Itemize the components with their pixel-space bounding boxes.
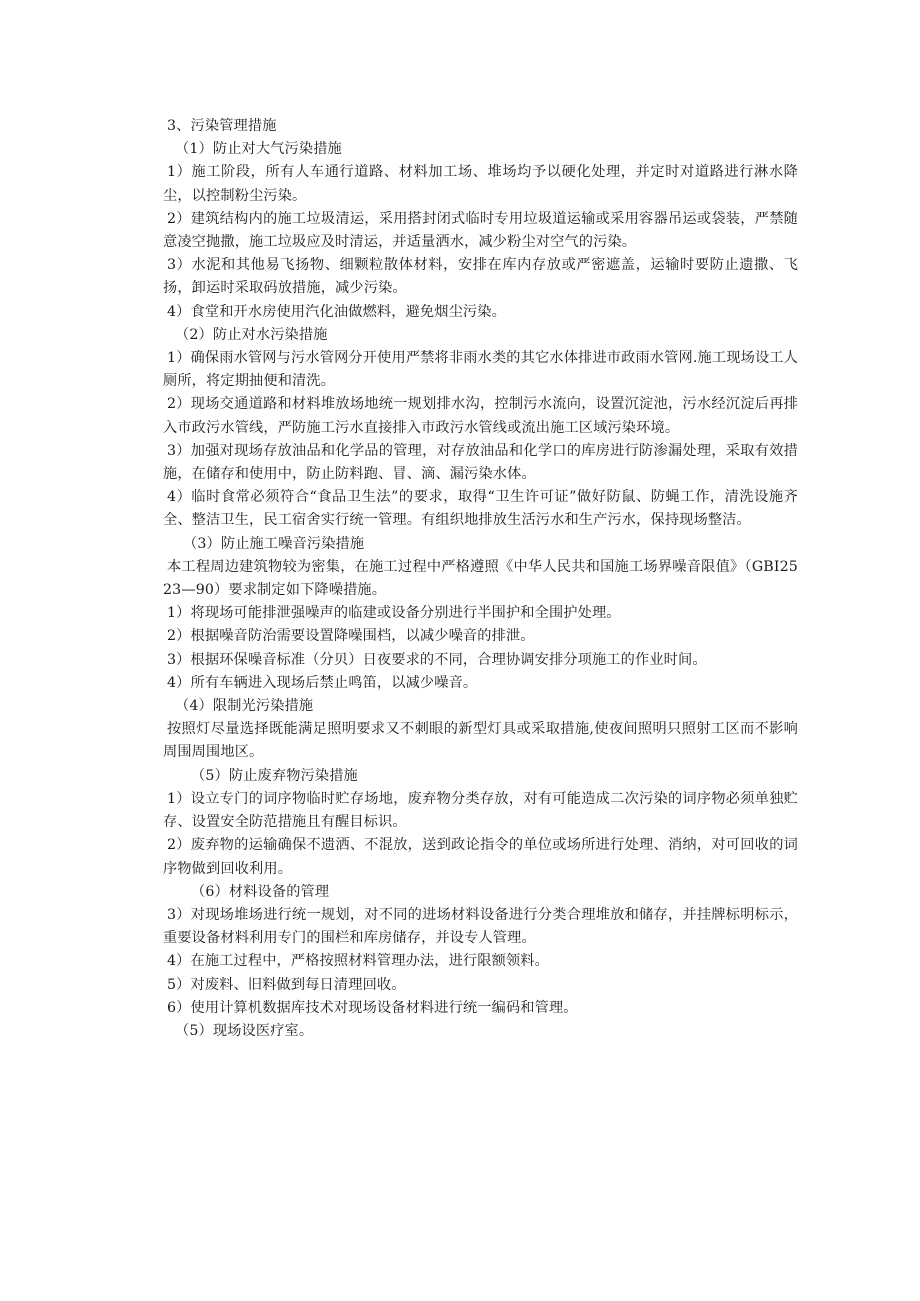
document-body bbox=[163, 115, 798, 1043]
paragraph: （4）限制光污染措施 bbox=[175, 698, 314, 715]
paragraph: 本工程周边建筑物较为密集，在施工过程中严格遵照《中华人民共和国施工场界噪音限值》（GBI2523—90）要求制定如下降噪措施。 bbox=[163, 558, 798, 599]
paragraph: 1）设立专门的词序物临时贮存场地，废弃物分类存放，对有可能造成二次污染的词序物必须单独贮存、设置安全防范措施且有醒目标识。 bbox=[163, 790, 798, 831]
paragraph: 4）食堂和开水房使用汽化油做燃料，避免烟尘污染。 bbox=[167, 303, 506, 320]
paragraph: 6）使用计算机数据库技术对现场设备材料进行统一编码和管理。 bbox=[167, 999, 578, 1016]
paragraph: 2）根据噪音防治需要设置降噪围档，以减少噪音的排泄。 bbox=[167, 628, 535, 645]
paragraph: （1）防止对大气污染措施 bbox=[175, 141, 342, 158]
paragraph: 4）在施工过程中，严格按照材料管理办法，进行限额领料。 bbox=[167, 953, 549, 970]
paragraph: （5）现场设医疗室。 bbox=[175, 1022, 314, 1039]
paragraph: 3）对现场堆场进行统一规划，对不同的进场材料设备进行分类合理堆放和储存，并挂牌标明标示，重要设备材料利用专门的围栏和库房储存，并设专人管理。 bbox=[163, 906, 798, 947]
paragraph: 1）确保雨水管网与污水管网分开使用严禁将非雨水类的其它水体排进市政雨水管网.施工现场设工人厕所，将定期抽便和清洗。 bbox=[163, 350, 798, 390]
paragraph: 4）临时食常必须符合“食品卫生法”的要求，取得“卫生许可证”做好防鼠、防蝇工作，清洗设施齐全、整洁卫生，民工宿舍实行统一管理。有组织地排放生活污水和生产污水，保持现场整洁。 bbox=[163, 489, 798, 529]
paragraph: 3、污染管理措施 bbox=[167, 118, 277, 134]
paragraph: 3）根据环保噪音标准（分贝）日夜要求的不同，合理协调安排分项施工的作业时间。 bbox=[167, 651, 707, 668]
paragraph: 3）水泥和其他易飞扬物、细颗粒散体材料，安排在库内存放或严密遮盖，运输时要防止遗撒、飞扬，卸运时采取码放措施，减少污染。 bbox=[163, 257, 798, 297]
paragraph: （6）材料设备的管理 bbox=[191, 883, 330, 900]
paragraph: 3）加强对现场存放油品和化学品的管理，对存放油品和化学口的库房进行防渗漏处理，采取有效措施，在储存和使用中，防止防料跑、冒、滴、漏污染水体。 bbox=[163, 442, 798, 483]
paragraph: 1）将现场可能排泄强噪声的临建或设备分别进行半围护和全围护处理。 bbox=[167, 605, 621, 622]
paragraph: （5）防止废弃物污染措施 bbox=[191, 767, 358, 784]
paragraph: 2）建筑结构内的施工垃圾清运，采用搭封闭式临时专用垃圾道运输或采用容器吊运或袋装，严禁随意凌空抛撒，施工垃圾应及时清运，并适量洒水，减少粉尘对空气的污染。 bbox=[163, 210, 798, 251]
paragraph: 1）施工阶段，所有人车通行道路、材料加工场、堆场均予以硬化处理，并定时对道路进行淋水降尘，以控制粉尘污染。 bbox=[163, 164, 798, 204]
paragraph: （2）防止对水污染措施 bbox=[175, 326, 328, 343]
paragraph: 按照灯尽量选择既能满足照明要求又不刺眼的新型灯具或采取措施,使夜间照明只照射工区而不影响周围周围地区。 bbox=[163, 721, 798, 761]
paragraph: （3）防止施工噪音污染措施 bbox=[183, 535, 365, 552]
paragraph: 4）所有车辆进入现场后禁止鸣笛，以减少噪音。 bbox=[167, 674, 478, 691]
paragraph: 5）对废料、旧料做到每日清理回收。 bbox=[167, 976, 406, 993]
paragraph: 2）现场交通道路和材料堆放场地统一规划排水沟，控制污水流向，设置沉淀池，污水经沉淀后再排入市政污水管线，严防施工污水直接排入市政污水管线或流出施工区域污染环境。 bbox=[163, 396, 798, 436]
paragraph: 2）废弃物的运输确保不遗洒、不混放，送到政论指令的单位或场所进行处理、消纳，对可回收的词序物做到回收利用。 bbox=[163, 837, 798, 877]
